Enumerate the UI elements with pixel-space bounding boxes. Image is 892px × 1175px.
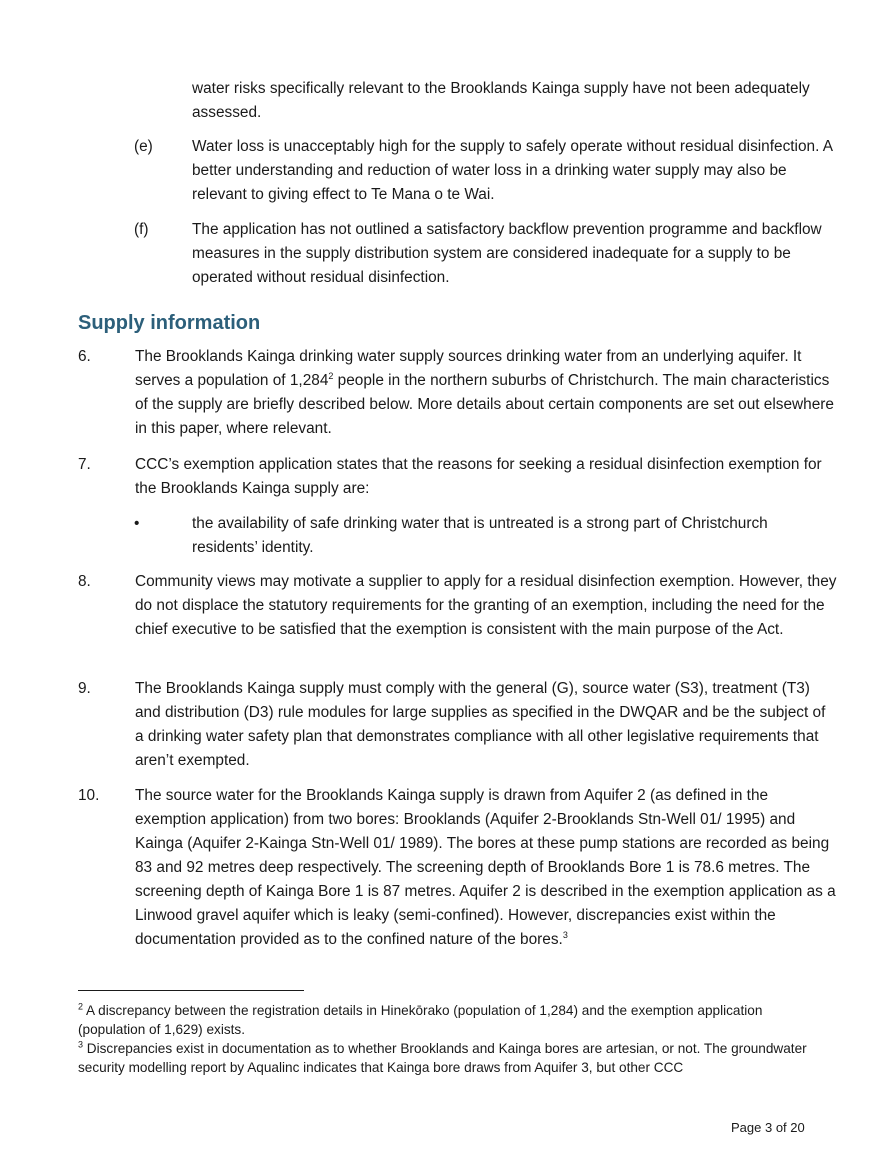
subitem-label: (f) [134,221,149,238]
paragraph-number: 9. [78,680,91,697]
carryover-paragraph [134,77,834,125]
section-heading: Supply information [78,312,261,334]
paragraph-text: Community views may motivate a supplier to apply for a residual disinfection exemption. However, they do not displace the statutory requirements for the granting of an exemption, including the need for the chief executive to be satisfied that the exemption is consistent with the main purpose of the Act. [135,573,837,638]
paragraph-6 [78,345,838,441]
paragraph-text-a: The source water for the Brooklands Kainga supply is drawn from Aquifer 2 (as defined in the exemption application) from two bores: Brooklands (Aquifer 2-Brooklands Stn-Well 01/ 1995) and Kainga (Aquifer 2-Kainga Stn-Well 01/ 1989). The bores at these pump stations are recorded as being 83 and 92 metres deep respectively. The screening depth of Brooklands Bore 1 is 78.6 metres. The screening depth of Kainga Bore 1 is 87 metres. Aquifer 2 is described in the exemption application as a Linwood gravel aquifer which is leaky (semi-confined). However, discrepancies exist within the documentation provided as to the confined nature of the bores. [135,787,836,948]
subitem-e [134,135,834,207]
subitem-text: The application has not outlined a satisfactory backflow prevention programme and backflow measures in the supply distribution system are considered inadequate for a supply to be operated without residual disinfection. [192,221,822,286]
paragraph-number: 7. [78,456,91,473]
paragraph-text: CCC’s exemption application states that the reasons for seeking a residual disinfection exemption for the Brooklands Kainga supply are: [135,456,822,497]
paragraph-number: 8. [78,573,91,590]
paragraph-text: The Brooklands Kainga supply must comply with the general (G), source water (S3), treatment (T3) and distribution (D3) rule modules for large supplies as specified in the DWQAR and be the subject of a drinking water safety plan that demonstrates compliance with all other legislative requirements that aren’t exempted. [135,680,826,769]
footnote-mark: 2 [78,1001,84,1012]
footnote-ref-2[interactable]: 2 [328,370,334,381]
paragraph-text [135,784,838,952]
page-number: Page 3 of 20 [731,1120,805,1135]
paragraph-number: 6. [78,348,91,365]
paragraph-10 [78,784,838,952]
paragraph-text-b: people in the northern suburbs of Christchurch. The main characteristics of the supply are briefly described below. More details about certain components are set out elsewhere in this paper, where relevant. [135,372,834,437]
paragraph-number: 10. [78,787,100,804]
footnote-ref-3[interactable]: 3 [562,929,568,940]
footnote-mark: 3 [78,1039,84,1050]
carryover-text: water risks specifically relevant to the Brooklands Kainga supply have not been adequately assessed. [192,80,810,121]
bullet-text: the availability of safe drinking water that is untreated is a strong part of Christchurch residents’ identity. [192,515,768,556]
paragraph-text [135,345,838,441]
footnote-2 [78,1001,823,1039]
footnote-text: Discrepancies exist in documentation as to whether Brooklands and Kainga bores are artesian, or not. The groundwater security modelling report by Aqualinc indicates that Kainga bore draws from Aquifer 3, but other CCC [78,1041,807,1075]
footnote-separator [78,990,304,991]
subitem-text: Water loss is unacceptably high for the supply to safely operate without residual disinfection. A better understanding and reduction of water loss in a drinking water supply may also be relevant to giving effect to Te Mana o te Wai. [192,138,833,203]
subitem-label: (e) [134,138,153,155]
footnote-3 [78,1039,823,1077]
subitem-f [134,218,834,290]
paragraph-9 [78,677,838,773]
paragraph-8 [78,570,838,642]
paragraph-text-a: The Brooklands Kainga drinking water supply sources drinking water from an underlying aquifer. It serves a population of 1,284 [135,348,802,389]
footnote-text: A discrepancy between the registration details in Hinekōrako (population of 1,284) and the exemption application (population of 1,629) exists. [78,1003,763,1037]
bullet-item [134,512,834,560]
bullet-icon: • [134,515,140,532]
paragraph-7 [78,453,838,501]
